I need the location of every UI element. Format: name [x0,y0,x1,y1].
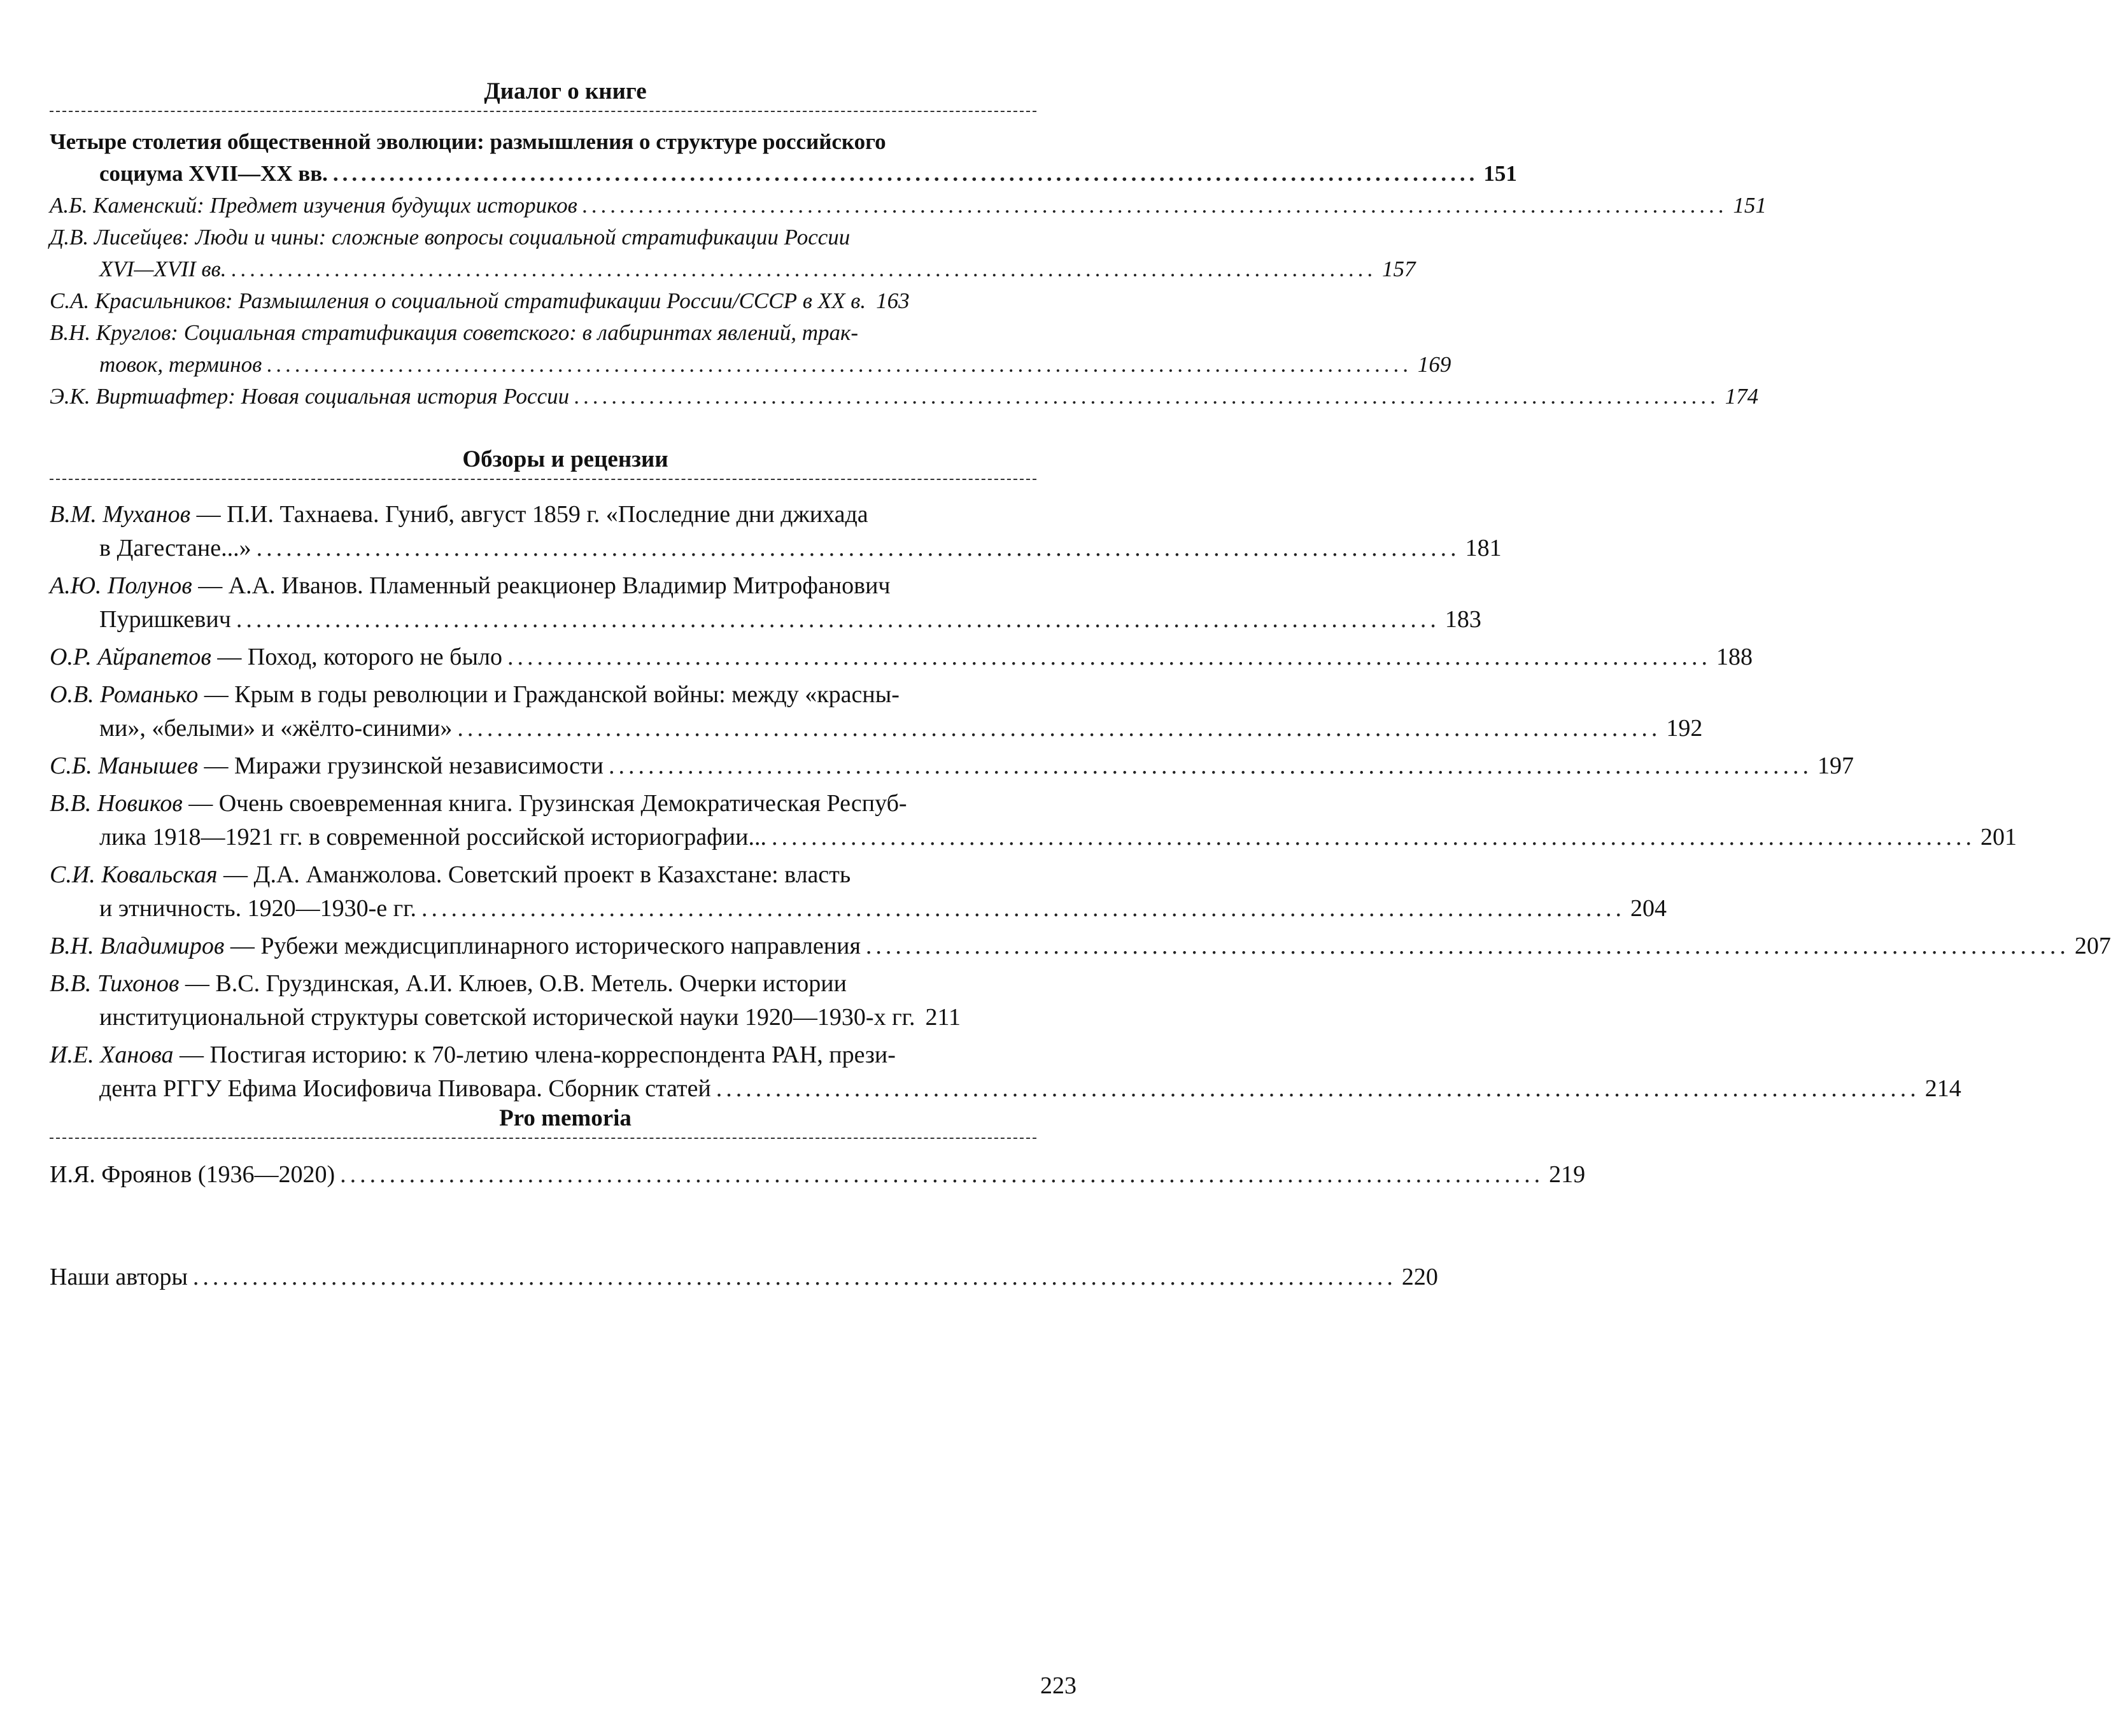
leader-dots: .......................................................................................................................... [582,193,1728,218]
section-pro-memoria [50,1103,1586,1192]
entry-line: в Дагестане...» [99,535,251,561]
entry-line: XVI—XVII вв. [99,257,227,281]
toc-entry[interactable] [50,126,1517,190]
leader-dots: .......................................................................................................................... [267,352,1413,377]
page-number: 223 [1040,1672,1077,1699]
leader-dots: .......................................................................................................................... [716,1075,1920,1102]
entry-line: лика 1918—1921 гг. в современной российской историографии... [99,824,766,850]
toc-entry[interactable] [50,317,1451,381]
page-ref: 219 [1549,1161,1586,1188]
entry-line: И.Я. Фроянов (1936—2020) [50,1161,335,1188]
entry-line: В.Н. Круглов: Социальная стратификация советского: в лабиринтах явлений, трак- [50,320,859,345]
toc-entry[interactable] [50,1038,1961,1106]
page-ref: 169 [1417,352,1451,377]
section-authors [50,1260,1438,1294]
review-author: И.Е. Ханова [50,1041,174,1068]
page-ref: 220 [1401,1264,1438,1290]
leader-dots: .......................................................................................................................... [340,1161,1544,1188]
page-ref: 204 [1630,895,1667,922]
entry-line: дента РГГУ Ефима Иосифовича Пивовара. Сборник статей [99,1075,711,1102]
review-author: О.В. Романько [50,681,199,708]
page-ref: 151 [1733,193,1767,218]
page-ref: 174 [1725,384,1759,409]
entry-line: институциональной структуры советской исторической науки 1920—1930-х гг. [99,1004,915,1031]
toc-entry[interactable] [50,285,1075,317]
entry-line: Э.К. Виртшафтер: Новая социальная история России [50,384,570,409]
page-ref: 211 [925,1004,961,1031]
entry-line: А.Б. Каменский: Предмет изучения будущих историков [50,193,577,218]
section-title: Pro memoria [499,1105,632,1131]
entry-line: — В.С. Груздинская, А.И. Клюев, О.В. Метель. Очерки истории [185,970,847,997]
toc-entry[interactable] [50,381,1759,413]
entry-line: — Постигая историю: к 70-летию члена-корреспондента РАН, прези- [179,1041,896,1068]
toc-entry[interactable] [50,640,1753,674]
leader-dots: .......................................................................................................................... [256,535,1460,561]
leader-dots: .......................................................................................................................... [421,895,1626,922]
entry-line: социума XVII—XX вв. [99,161,328,186]
section-obzory-i-retsenzii [50,444,2111,1106]
toc-entry[interactable] [50,929,2111,963]
toc-entry[interactable] [50,749,1854,783]
toc-entry[interactable] [50,569,1481,637]
leader-dots: .......................................................................................................................... [236,606,1440,633]
entry-line: — Крым в годы революции и Гражданской войны: между «красны- [204,681,900,708]
entry-line: Четыре столетия общественной эволюции: размышления о структуре российского [50,129,886,154]
page-ref: 188 [1716,644,1753,670]
page-ref: 214 [1924,1075,1961,1102]
entry-line: Наши авторы [50,1264,188,1290]
page-ref: 151 [1483,161,1517,186]
page-ref: 207 [2074,933,2111,959]
section-title: Обзоры и рецензии [462,446,668,472]
entry-line: — Поход, которого не было [217,644,502,670]
review-author: В.Н. Владимиров [50,933,225,959]
entry-line: Д.В. Лисейцев: Люди и чины: сложные вопросы социальной стратификации России [50,225,851,250]
page-ref: 201 [1980,824,2017,850]
entry-line: Пуришкевич [99,606,231,633]
section-dialog-o-knige [50,76,1767,413]
entry-line: — Очень своевременная книга. Грузинская Демократическая Респуб- [188,790,907,817]
leader-dots: .......................................................................................................................... [457,715,1662,742]
entry-line: — А.А. Иванов. Пламенный реакционер Владимир Митрофанович [198,572,891,599]
toc-entry[interactable] [50,222,1416,285]
review-author: В.В. Тихонов [50,970,180,997]
leader-dots: .......................................................................................................................... [332,161,1479,186]
entry-line: — П.И. Тахнаева. Гуниб, август 1859 г. «Последние дни джихада [196,501,868,528]
review-author: О.Р. Айрапетов [50,644,211,670]
entry-line: — Рубежи междисциплинарного исторического направления [230,933,861,959]
leader-dots: .......................................................................................................................... [574,384,1720,409]
toc-entry[interactable] [50,678,1703,745]
review-author: С.И. Ковальская [50,861,218,888]
review-author: А.Ю. Полунов [50,572,192,599]
page-ref: 192 [1666,715,1703,742]
leader-dots: .......................................................................................................................... [608,752,1812,779]
page-ref: 183 [1444,606,1481,633]
toc-entry[interactable] [50,967,1075,1034]
page-ref: 157 [1382,257,1416,281]
leader-dots: .......................................................................................................................... [192,1264,1397,1290]
toc-entry[interactable] [50,190,1767,222]
toc-entry[interactable] [50,1260,1438,1294]
toc-entry[interactable] [50,1158,1586,1192]
leader-dots: .......................................................................................................................... [865,933,2070,959]
entry-line: — Д.А. Аманжолова. Советский проект в Казахстане: власть [223,861,851,888]
entry-line: С.А. Красильников: Размышления о социальной стратификации России/СССР в XX в. [50,288,866,313]
entry-line: — Миражи грузинской независимости [204,752,604,779]
leader-dots: .......................................................................................................................... [507,644,1711,670]
review-author: В.М. Муханов [50,501,191,528]
toc-entry[interactable] [50,498,1502,565]
page-ref: 163 [876,288,910,313]
leader-dots: .......................................................................................................................... [231,257,1377,281]
review-author: С.Б. Манышев [50,752,199,779]
toc-entry[interactable] [50,787,2017,854]
entry-line: и этничность. 1920—1930-е гг. [99,895,417,922]
section-title: Диалог о книге [484,78,647,104]
page-ref: 181 [1465,535,1502,561]
entry-line: товок, терминов [99,352,262,377]
entry-line: ми», «белыми» и «жёлто-синими» [99,715,453,742]
page-ref: 197 [1817,752,1854,779]
toc-entry[interactable] [50,858,1667,926]
leader-dots: .......................................................................................................................... [771,824,1975,850]
review-author: В.В. Новиков [50,790,183,817]
